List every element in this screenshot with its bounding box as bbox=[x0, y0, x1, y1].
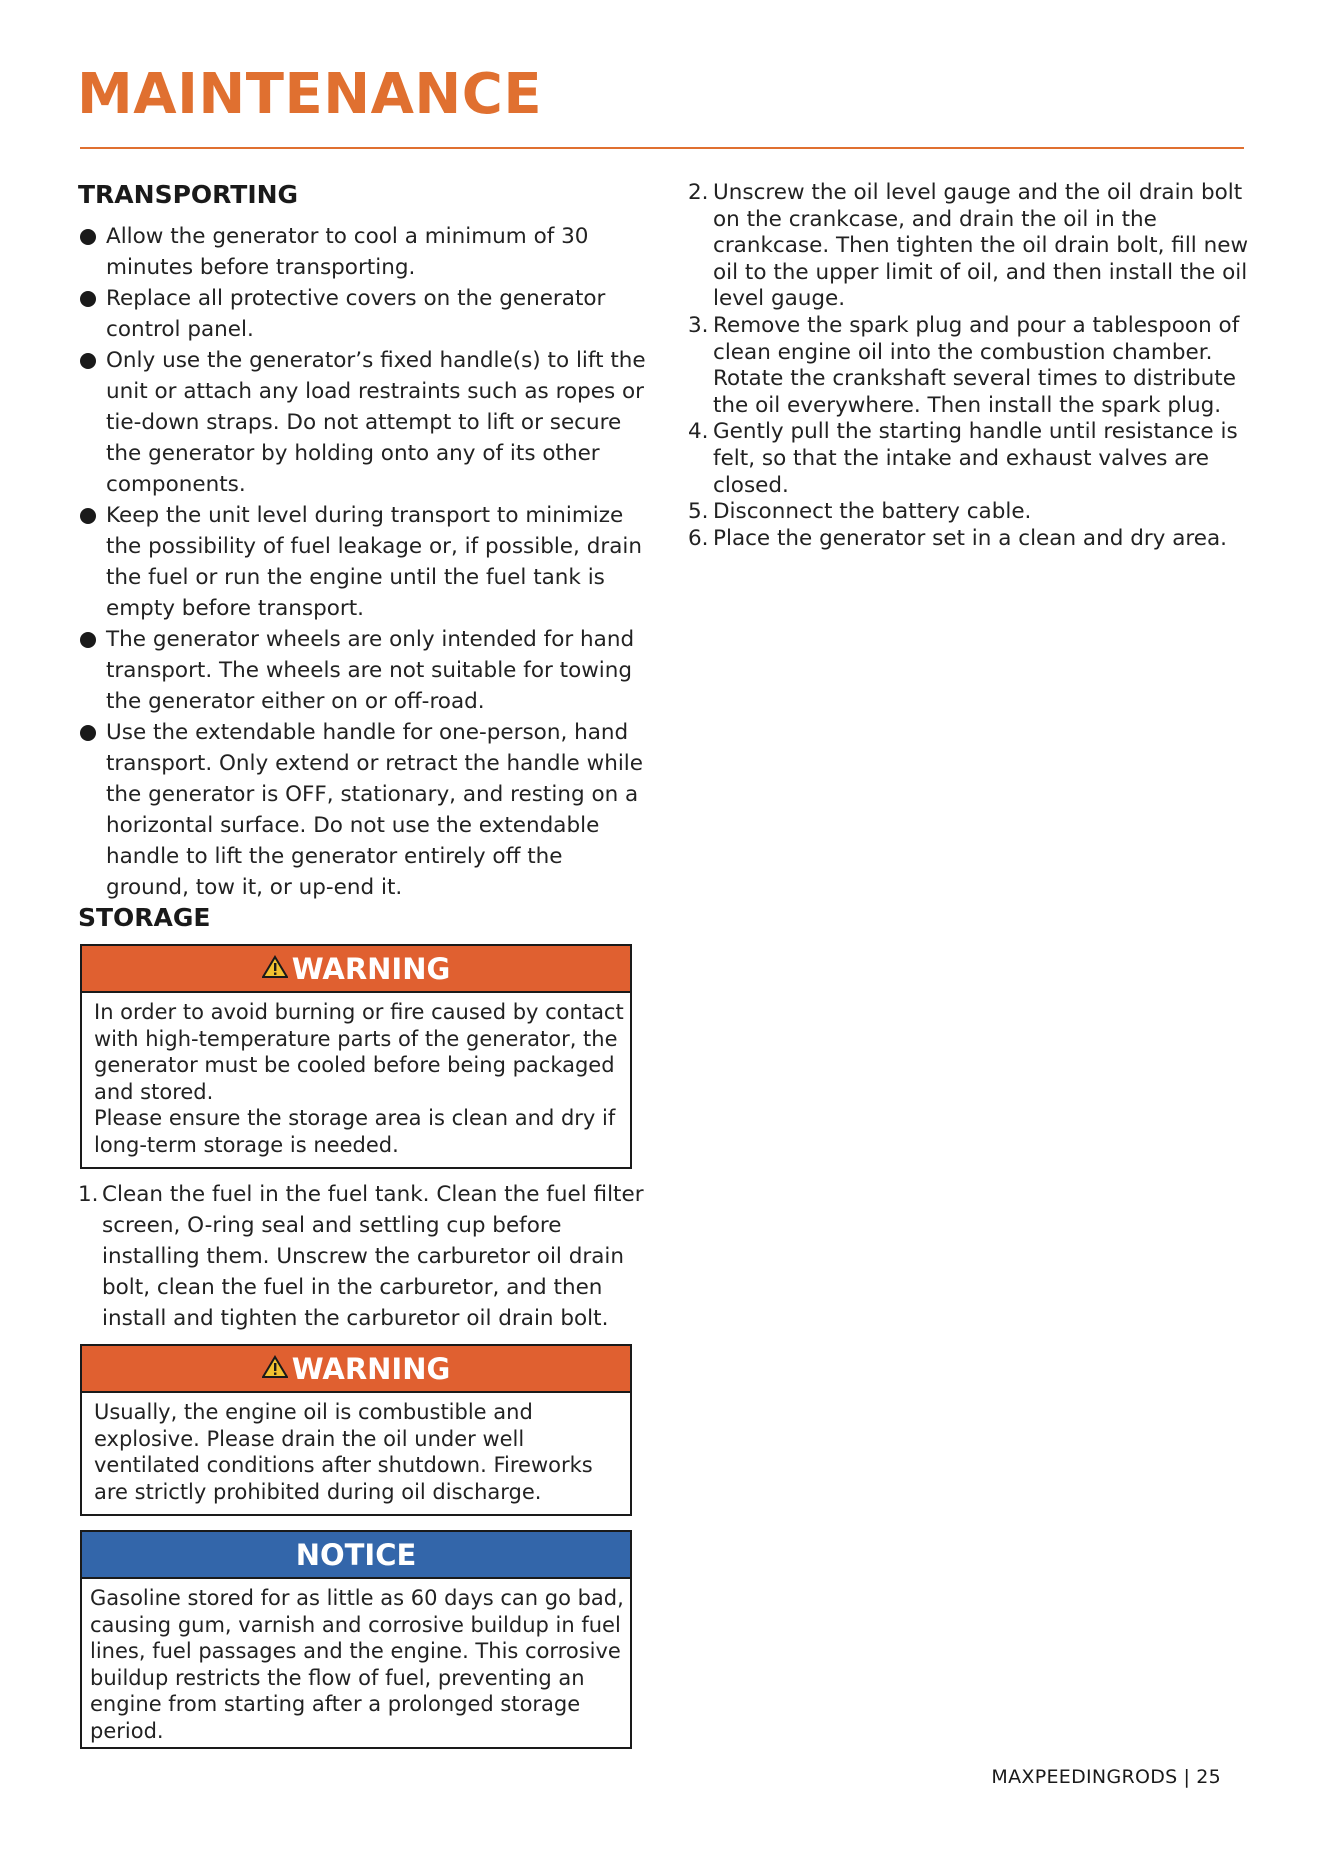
bullet-dot-icon bbox=[80, 725, 96, 741]
warning-body bbox=[82, 993, 630, 1166]
step-number: 3. bbox=[688, 312, 709, 338]
list-item bbox=[78, 1179, 648, 1334]
left-column bbox=[78, 180, 648, 1749]
warning-header bbox=[82, 946, 630, 993]
bullet-dot-icon bbox=[80, 508, 96, 524]
storage-steps-left bbox=[78, 1179, 648, 1334]
page-footer bbox=[991, 1766, 1221, 1788]
notice-label: NOTICE bbox=[295, 1537, 417, 1572]
page-title: MAINTENANCE bbox=[77, 62, 543, 127]
list-item-text: The generator wheels are only intended for hand transport. The wheels are not suitable for towing the generator either on or off-road. bbox=[106, 627, 635, 714]
list-item-text: Allow the generator to cool a minimum of 30 minutes before transporting. bbox=[106, 224, 589, 280]
list-item-text: Replace all protective covers on the generator control panel. bbox=[106, 286, 606, 342]
list-item bbox=[78, 717, 648, 903]
bullet-dot-icon bbox=[80, 291, 96, 307]
step-number: 1. bbox=[78, 1182, 99, 1207]
notice-box bbox=[80, 1530, 632, 1749]
list-item bbox=[688, 313, 1268, 419]
step-text: Disconnect the battery cable. bbox=[713, 499, 1032, 525]
list-item bbox=[78, 500, 648, 624]
footer-brand: MAXPEEDINGRODS bbox=[991, 1766, 1178, 1788]
warning-box-oil bbox=[80, 1344, 632, 1516]
step-number: 5. bbox=[688, 499, 709, 525]
step-number: 4. bbox=[688, 419, 709, 445]
transporting-list bbox=[78, 221, 648, 903]
warning-box-cooling bbox=[80, 944, 632, 1169]
title-divider bbox=[80, 147, 1244, 149]
bullet-dot-icon bbox=[80, 229, 96, 245]
step-number: 2. bbox=[688, 180, 709, 205]
list-item-text: Use the extendable handle for one-person, hand transport. Only extend or retract the handle while the generator is OFF, stationary, and resting on a horizontal surface. Do not use the extendable handle to lift the generator entirely off the ground, tow it, or up-end it. bbox=[106, 720, 643, 900]
warning-body bbox=[82, 1393, 630, 1513]
warning-text: Please ensure the storage area is clean and dry if long-term storage is needed. bbox=[94, 1106, 616, 1157]
warning-label: WARNING bbox=[291, 951, 451, 986]
bullet-dot-icon bbox=[80, 353, 96, 369]
list-item bbox=[78, 345, 648, 500]
warning-header bbox=[82, 1346, 630, 1393]
list-item bbox=[688, 180, 1268, 313]
warning-triangle-icon bbox=[262, 1352, 288, 1386]
warning-text: In order to avoid burning or fire caused by contact with high-temperature parts of the generator, the generator must be cooled before being packaged and stored. bbox=[94, 1000, 624, 1104]
list-item-text: Only use the generator’s fixed handle(s) to lift the unit or attach any load restraints such as ropes or tie-down straps. Do not attempt to lift or secure the generator by holding onto any of its other components. bbox=[106, 348, 646, 497]
notice-body bbox=[82, 1579, 630, 1752]
list-item bbox=[78, 283, 648, 345]
warning-label: WARNING bbox=[291, 1351, 451, 1386]
step-text: Gently pull the starting handle until resistance is felt, so that the intake and exhaust valves are closed. bbox=[713, 419, 1238, 498]
warning-triangle-icon bbox=[262, 952, 288, 986]
notice-text: Gasoline stored for as little as 60 days can go bad, causing gum, varnish and corrosive buildup in fuel lines, fuel passages and the engine. This corrosive buildup restricts the flow of fuel, preventing an engine from starting after a prolonged storage period. bbox=[90, 1586, 624, 1743]
step-text: Place the generator set in a clean and dry area. bbox=[713, 525, 1228, 551]
step-text: Unscrew the oil level gauge and the oil drain bolt on the crankcase, and drain the oil in the crankcase. Then tighten the oil drain bolt, fill new oil to the upper limit of oil, and then install the oil level gauge. bbox=[713, 180, 1249, 312]
list-item-text: Keep the unit level during transport to minimize the possibility of fuel leakage or, if possible, drain the fuel or run the engine until the fuel tank is empty before transport. bbox=[106, 503, 642, 621]
list-item bbox=[688, 499, 1268, 526]
list-item bbox=[78, 221, 648, 283]
notice-header bbox=[82, 1532, 630, 1579]
bullet-dot-icon bbox=[80, 632, 96, 648]
list-item bbox=[78, 624, 648, 717]
list-item bbox=[688, 419, 1268, 499]
footer-separator: | bbox=[1183, 1766, 1191, 1788]
page-number: 25 bbox=[1196, 1766, 1221, 1788]
step-text: Clean the fuel in the fuel tank. Clean the fuel filter screen, O-ring seal and settling cup before installing them. Unscrew the carburetor oil drain bolt, clean the fuel in the carburetor, and then install and tighten the carburetor oil drain bolt. bbox=[102, 1182, 644, 1331]
step-text: Remove the spark plug and pour a tablespoon of clean engine oil into the combustion chamber. Rotate the crankshaft several times to distribute the oil everywhere. Then install the spark plug. bbox=[713, 312, 1240, 418]
storage-heading: STORAGE bbox=[78, 903, 211, 932]
list-item bbox=[688, 526, 1268, 553]
warning-text: Usually, the engine oil is combustible and explosive. Please drain the oil under well ventilated conditions after shutdown. Fireworks are strictly prohibited during oil discharge. bbox=[94, 1400, 593, 1504]
transporting-heading: TRANSPORTING bbox=[78, 180, 299, 209]
storage-steps-right bbox=[688, 180, 1268, 552]
right-column bbox=[688, 180, 1268, 552]
step-number: 6. bbox=[688, 525, 709, 551]
